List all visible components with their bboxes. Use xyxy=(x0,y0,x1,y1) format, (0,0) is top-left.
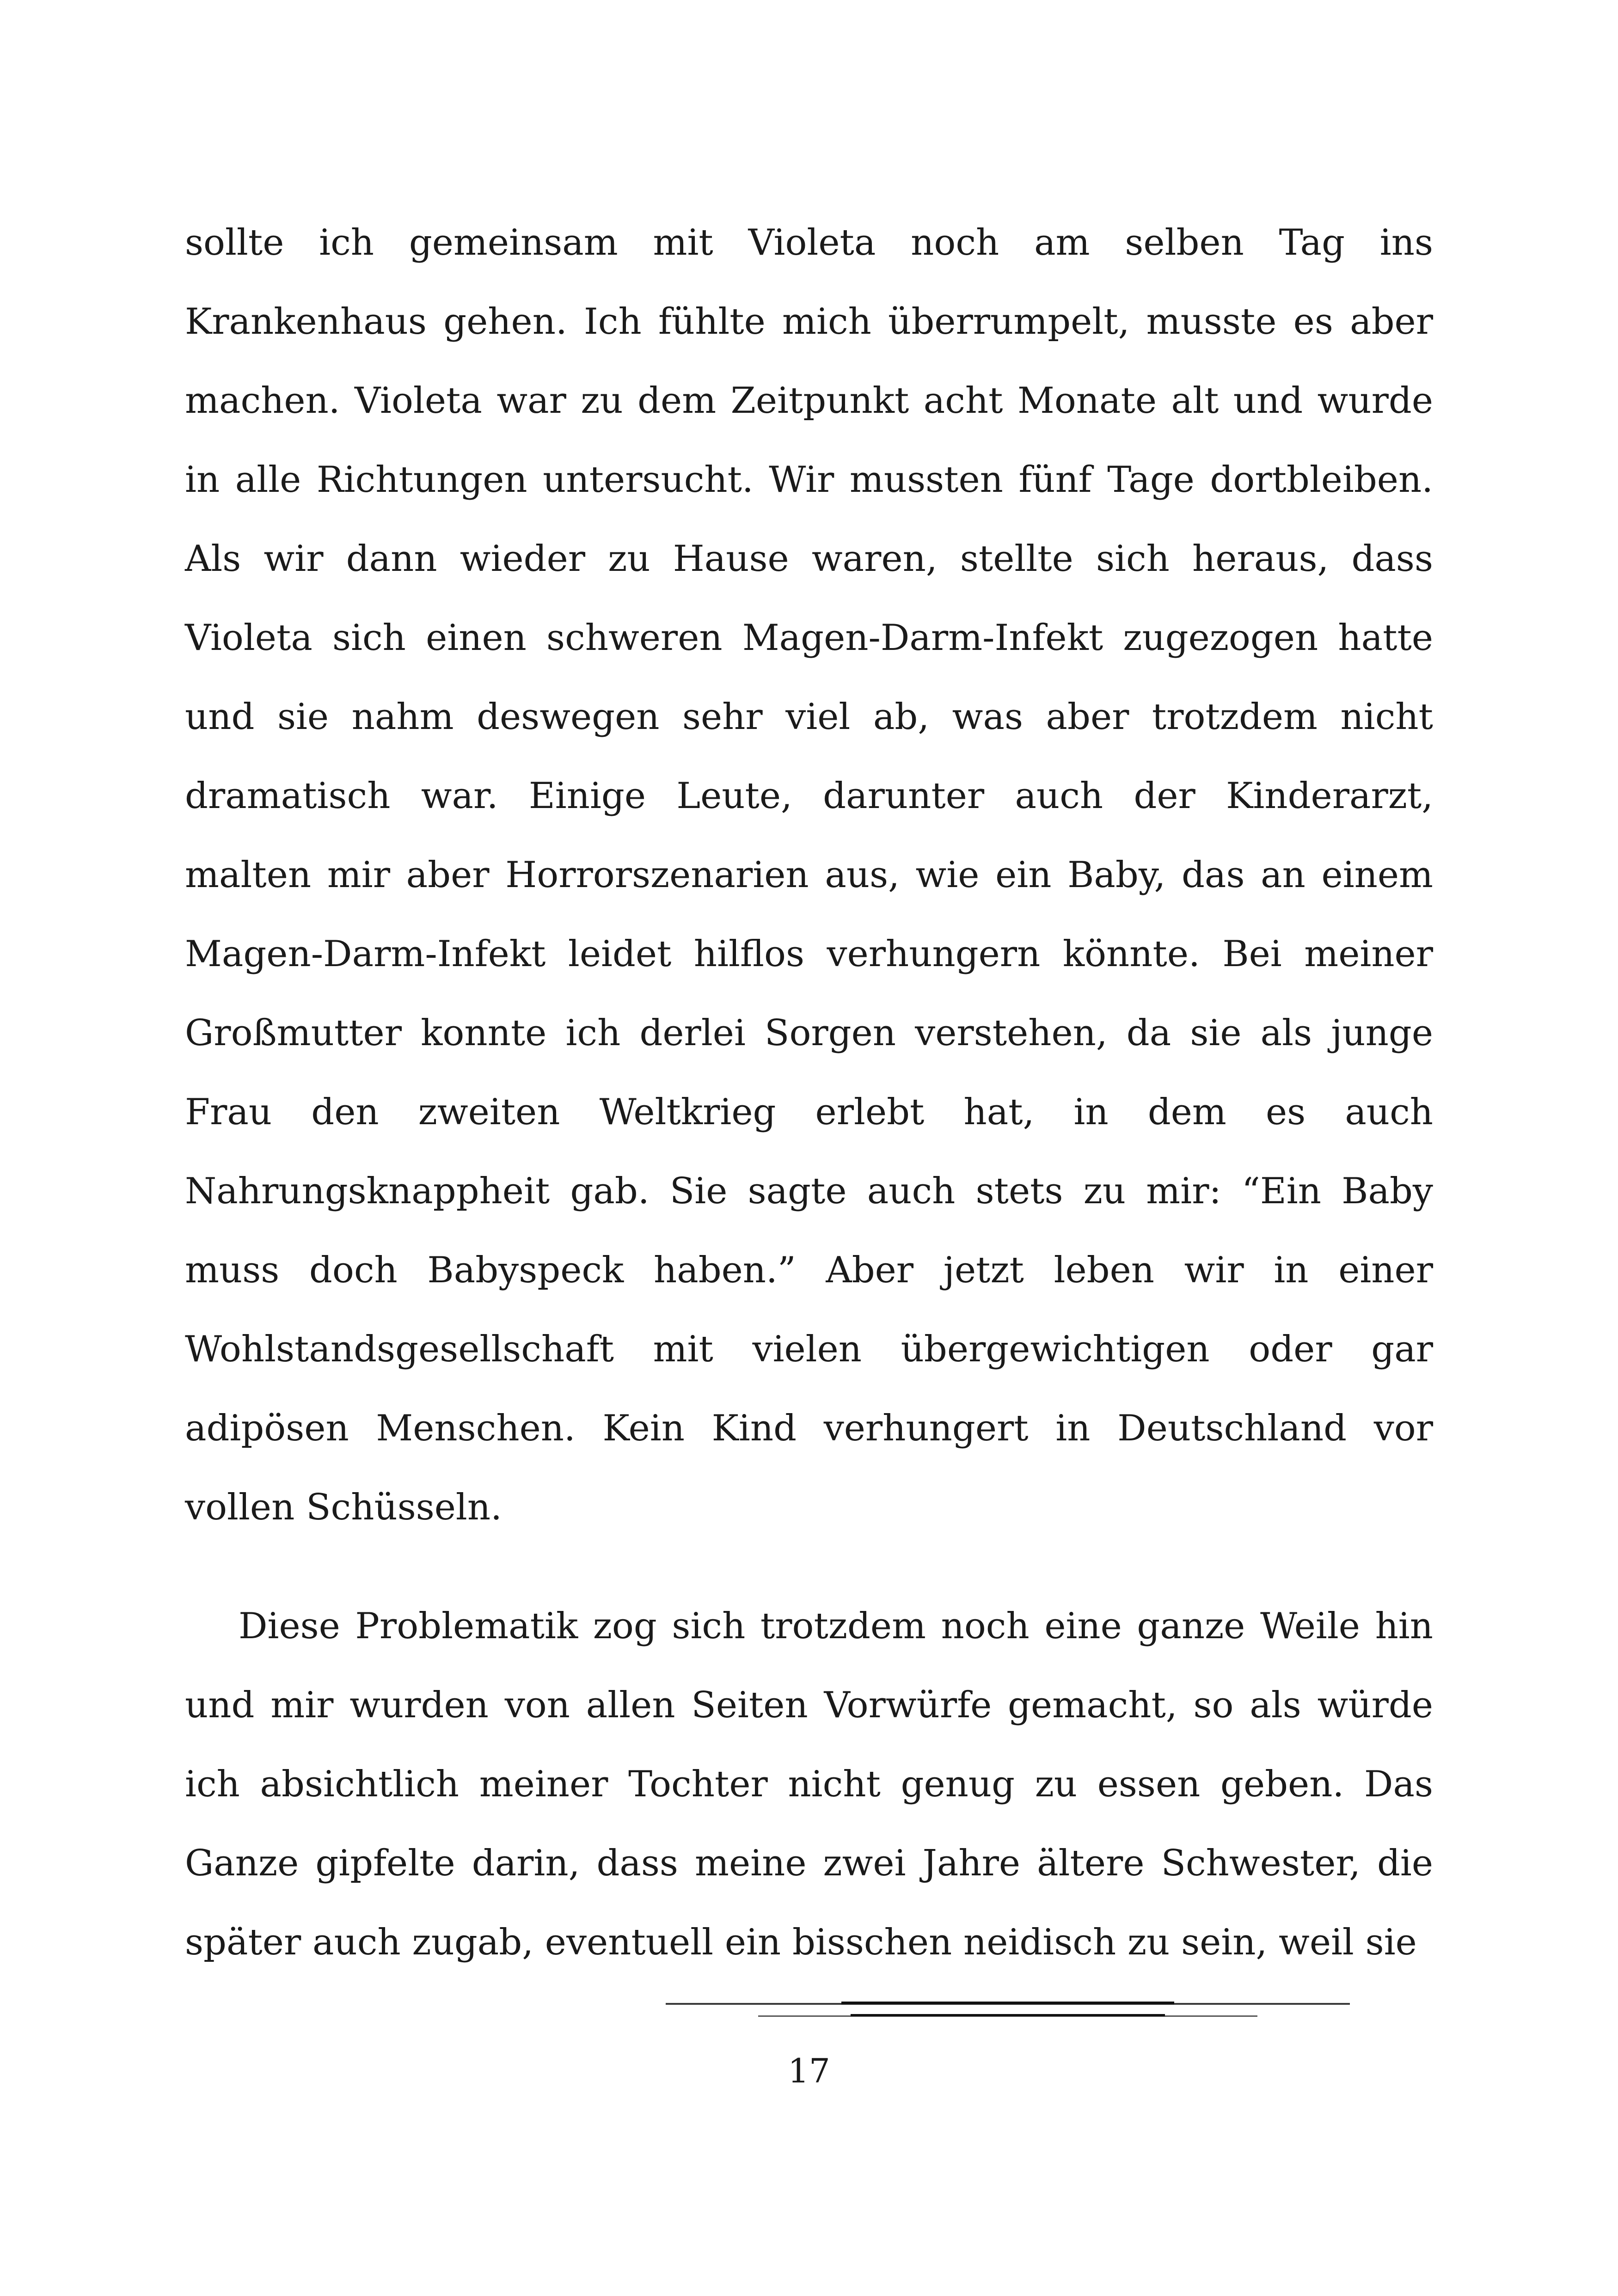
paragraph-1: sollte ich gemeinsam mit Violeta noch am selben Tag ins Krankenhaus gehen. Ich fühlte mich überrumpelt, musste es aber machen. Violeta war zu dem Zeitpunkt acht Monate alt und wurde in alle Richtungen untersucht. Wir mussten fünf Tage dortbleiben. Als wir dann wieder zu Hause waren, stellte sich heraus, dass Violeta sich einen schweren Magen-Darm-Infekt zugezogen hatte und sie nahm deswegen sehr viel ab, was aber trotzdem nicht dramatisch war. Einige Leute, darunter auch der Kinderarzt, malten mir aber Horrorszenarien aus, wie ein Baby, das an einem Magen-Darm-Infekt leidet hilflos verhungern könnte. Bei meiner Großmutter konnte ich derlei Sorgen verstehen, da sie als junge Frau den zweiten Weltkrieg erlebt hat, in dem es auch Nahrungsknappheit gab. Sie sagte auch stets zu mir: “Ein Baby muss doch Babyspeck haben.” Aber jetzt leben wir in einer Wohlstandsgesellschaft mit vielen übergewichtigen oder gar adipösen Menschen. Kein Kind verhungert in Deutschland vor vollen Schüsseln. xyxy=(185,222,1433,1528)
page-number: 17 xyxy=(788,2051,830,2090)
page-body xyxy=(185,203,1433,1982)
paragraph-2: Diese Problematik zog sich trotzdem noch eine ganze Weile hin und mir wurden von allen Seiten Vorwürfe gemacht, so als würde ich absichtlich meiner Tochter nicht genug zu essen geben. Das Ganze gipfelte darin, dass meine zwei Jahre ältere Schwester, die später auch zugab, eventuell ein bisschen neidisch zu sein, weil sie xyxy=(185,1605,1433,1963)
footer-ornament-rule xyxy=(666,2003,1350,2005)
footer-ornament-rule-lower xyxy=(758,2015,1257,2017)
